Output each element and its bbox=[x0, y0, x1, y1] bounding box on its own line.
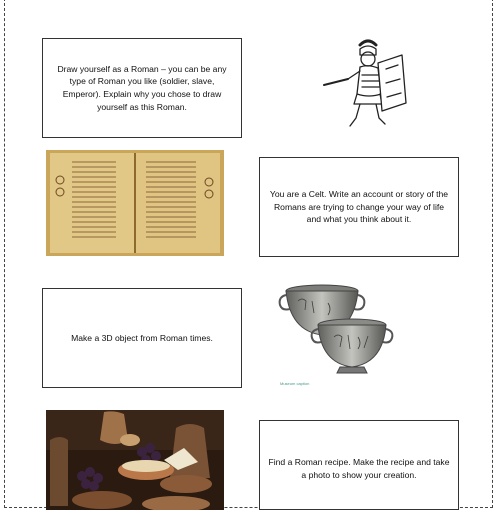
task-text-3d-object: Make a 3D object from Roman times. bbox=[71, 332, 213, 343]
roman-soldier-illustration bbox=[320, 35, 420, 135]
roman-silver-cups-photo bbox=[278, 281, 395, 392]
task-text-celt-story: You are a Celt. Write an account or story of the Romans are trying to change your way of life and what you think about it. bbox=[269, 189, 449, 225]
task-card-roman-recipe bbox=[259, 420, 459, 510]
task-text-roman-recipe: Find a Roman recipe. Make the recipe and take a photo to show your creation. bbox=[268, 457, 450, 480]
task-card-celt-story bbox=[259, 157, 459, 257]
roman-food-photo bbox=[46, 410, 224, 510]
ancient-manuscript-photo bbox=[46, 150, 224, 256]
task-text-draw-roman: Draw yourself as a Roman – you can be any type of Roman you like (soldier, slave, Emperor). Explain why you chose to draw yourself as this Roman. bbox=[57, 63, 227, 112]
cups-photo-caption: Museum caption bbox=[280, 381, 310, 386]
task-card-draw-roman bbox=[42, 38, 242, 138]
task-card-3d-object bbox=[42, 288, 242, 388]
